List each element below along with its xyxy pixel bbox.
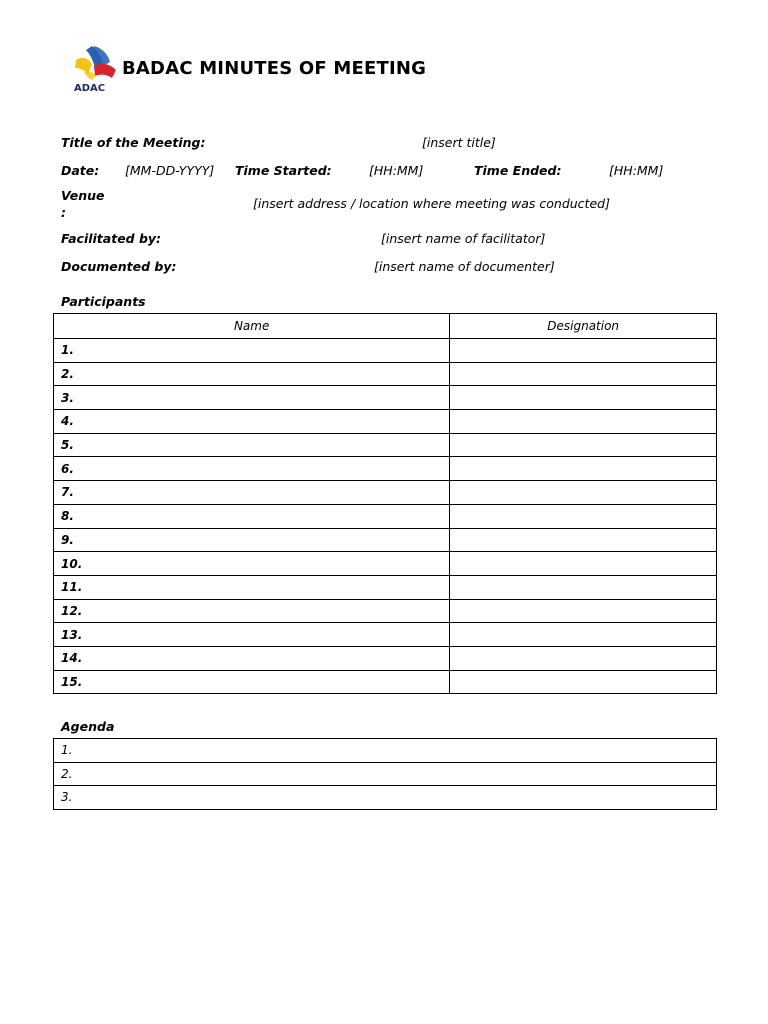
title-label: Title of the Meeting: [61, 135, 206, 150]
participant-name-cell[interactable]: 3. [54, 386, 450, 410]
documented-label: Documented by: [61, 259, 177, 274]
column-header-name: Name [54, 314, 450, 339]
agenda-label: Agenda [61, 719, 115, 734]
participant-designation-cell[interactable] [450, 599, 717, 623]
time-started-value[interactable]: [HH:MM] [369, 163, 424, 178]
participant-designation-cell[interactable] [450, 386, 717, 410]
participant-name-cell[interactable]: 13. [54, 623, 450, 647]
venue-label: Venue [61, 188, 105, 203]
participant-designation-cell[interactable] [450, 339, 717, 363]
venue-value[interactable]: [insert address / location where meeting was conducted] [253, 196, 610, 211]
column-header-designation: Designation [450, 314, 717, 339]
participant-name-cell[interactable]: 12. [54, 599, 450, 623]
participants-table [53, 313, 717, 694]
participant-name-cell[interactable]: 7. [54, 481, 450, 505]
logo-text: ADAC [74, 83, 106, 94]
participant-name-cell[interactable]: 9. [54, 528, 450, 552]
participant-designation-cell[interactable] [450, 552, 717, 576]
participant-designation-cell[interactable] [450, 528, 717, 552]
participant-designation-cell[interactable] [450, 410, 717, 434]
participant-designation-cell[interactable] [450, 504, 717, 528]
table-row [54, 457, 717, 481]
participant-designation-cell[interactable] [450, 575, 717, 599]
participant-name-cell[interactable]: 10. [54, 552, 450, 576]
venue-colon: : [61, 205, 66, 220]
table-row [54, 786, 717, 810]
participant-designation-cell[interactable] [450, 646, 717, 670]
participant-name-cell[interactable]: 4. [54, 410, 450, 434]
table-row [54, 481, 717, 505]
participant-name-cell[interactable]: 5. [54, 433, 450, 457]
agenda-item-cell[interactable]: 2. [54, 762, 717, 786]
participant-designation-cell[interactable] [450, 433, 717, 457]
table-row [54, 575, 717, 599]
agenda-table [53, 738, 717, 810]
agenda-item-cell[interactable]: 1. [54, 739, 717, 763]
participant-name-cell[interactable]: 15. [54, 670, 450, 694]
participant-designation-cell[interactable] [450, 457, 717, 481]
documented-value[interactable]: [insert name of documenter] [374, 259, 555, 274]
participant-designation-cell[interactable] [450, 481, 717, 505]
table-row [54, 646, 717, 670]
adac-logo [72, 44, 118, 94]
table-row [54, 386, 717, 410]
participant-designation-cell[interactable] [450, 670, 717, 694]
table-row [54, 362, 717, 386]
participant-designation-cell[interactable] [450, 362, 717, 386]
time-ended-value[interactable]: [HH:MM] [609, 163, 664, 178]
participant-name-cell[interactable]: 6. [54, 457, 450, 481]
table-row [54, 339, 717, 363]
table-row [54, 410, 717, 434]
table-row [54, 762, 717, 786]
document-title: BADAC MINUTES OF MEETING [122, 58, 427, 79]
date-value[interactable]: [MM-DD-YYYY] [125, 163, 215, 178]
table-row [54, 504, 717, 528]
table-row [54, 739, 717, 763]
participant-name-cell[interactable]: 2. [54, 362, 450, 386]
table-row [54, 670, 717, 694]
table-row [54, 623, 717, 647]
date-label: Date: [61, 163, 100, 178]
participant-name-cell[interactable]: 14. [54, 646, 450, 670]
participant-designation-cell[interactable] [450, 623, 717, 647]
participant-name-cell[interactable]: 8. [54, 504, 450, 528]
table-row [54, 528, 717, 552]
table-row [54, 599, 717, 623]
table-row [54, 552, 717, 576]
title-value[interactable]: [insert title] [422, 135, 496, 150]
table-row [54, 433, 717, 457]
time-ended-label: Time Ended: [474, 163, 562, 178]
agenda-item-cell[interactable]: 3. [54, 786, 717, 810]
participant-name-cell[interactable]: 11. [54, 575, 450, 599]
participants-label: Participants [61, 294, 146, 309]
facilitated-label: Facilitated by: [61, 231, 162, 246]
time-started-label: Time Started: [235, 163, 332, 178]
facilitated-value[interactable]: [insert name of facilitator] [381, 231, 546, 246]
participant-name-cell[interactable]: 1. [54, 339, 450, 363]
